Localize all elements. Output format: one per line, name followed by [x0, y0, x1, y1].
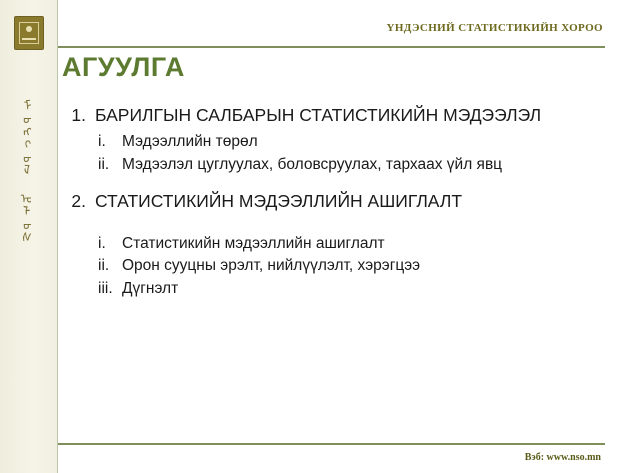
list-item: [60, 234, 607, 253]
list-item: [60, 155, 607, 174]
list-item-number: i.: [98, 235, 106, 253]
emblem-bar-icon: [22, 38, 36, 40]
list-item-number: ii.: [98, 155, 110, 173]
national-emblem-icon: [14, 16, 44, 50]
emblem-dot-icon: [26, 26, 32, 32]
list-item-label: Мэдээлэл цуглуулах, боловсруулах, тархаах үйл явц: [122, 155, 503, 173]
organization-title: ҮНДЭСНИЙ СТАТИСТИКИЙН ХОРОО: [386, 22, 603, 34]
list-item-label: Мэдээллийн төрөл: [122, 133, 258, 151]
list-item-label: БАРИЛГЫН САЛБАРЫН СТАТИСТИКИЙН МЭДЭЭЛЭЛ: [95, 105, 542, 125]
list-item-label: Дүгнэлт: [122, 279, 179, 297]
list-item: [60, 132, 607, 151]
section-spacer: [60, 177, 607, 191]
footer-web-address: Вэб: www.nso.mn: [524, 452, 601, 463]
list-item-number: iii.: [98, 279, 113, 297]
list-item: [60, 191, 607, 212]
footer-divider: [58, 443, 605, 445]
sublist: [60, 132, 607, 173]
list-item-label: Статистикийн мэдээллийн ашиглалт: [122, 235, 385, 253]
vertical-mongolian-script: ᠮᠣᠩᠭᠣᠯ ᠤᠯᠤᠰ: [16, 98, 31, 243]
page-title: АГУУЛГА: [62, 52, 185, 82]
list-item: [60, 105, 607, 126]
sublist: [60, 234, 607, 298]
section-spacer: [60, 218, 607, 228]
list-item-label: Орон сууцны эрэлт, нийлүүлэлт, хэрэгцээ: [122, 257, 421, 275]
list-item-label: СТАТИСТИКИЙН МЭДЭЭЛЛИЙН АШИГЛАЛТ: [95, 190, 463, 211]
list-item-number: 1.: [71, 105, 86, 125]
list-item-number: ii.: [98, 257, 110, 275]
list-item: [60, 256, 607, 275]
list-item-number: i.: [98, 133, 106, 151]
header-divider: [58, 46, 605, 48]
outline-content: [60, 105, 607, 301]
list-item-number: 2.: [71, 190, 86, 211]
list-item: [60, 279, 607, 298]
